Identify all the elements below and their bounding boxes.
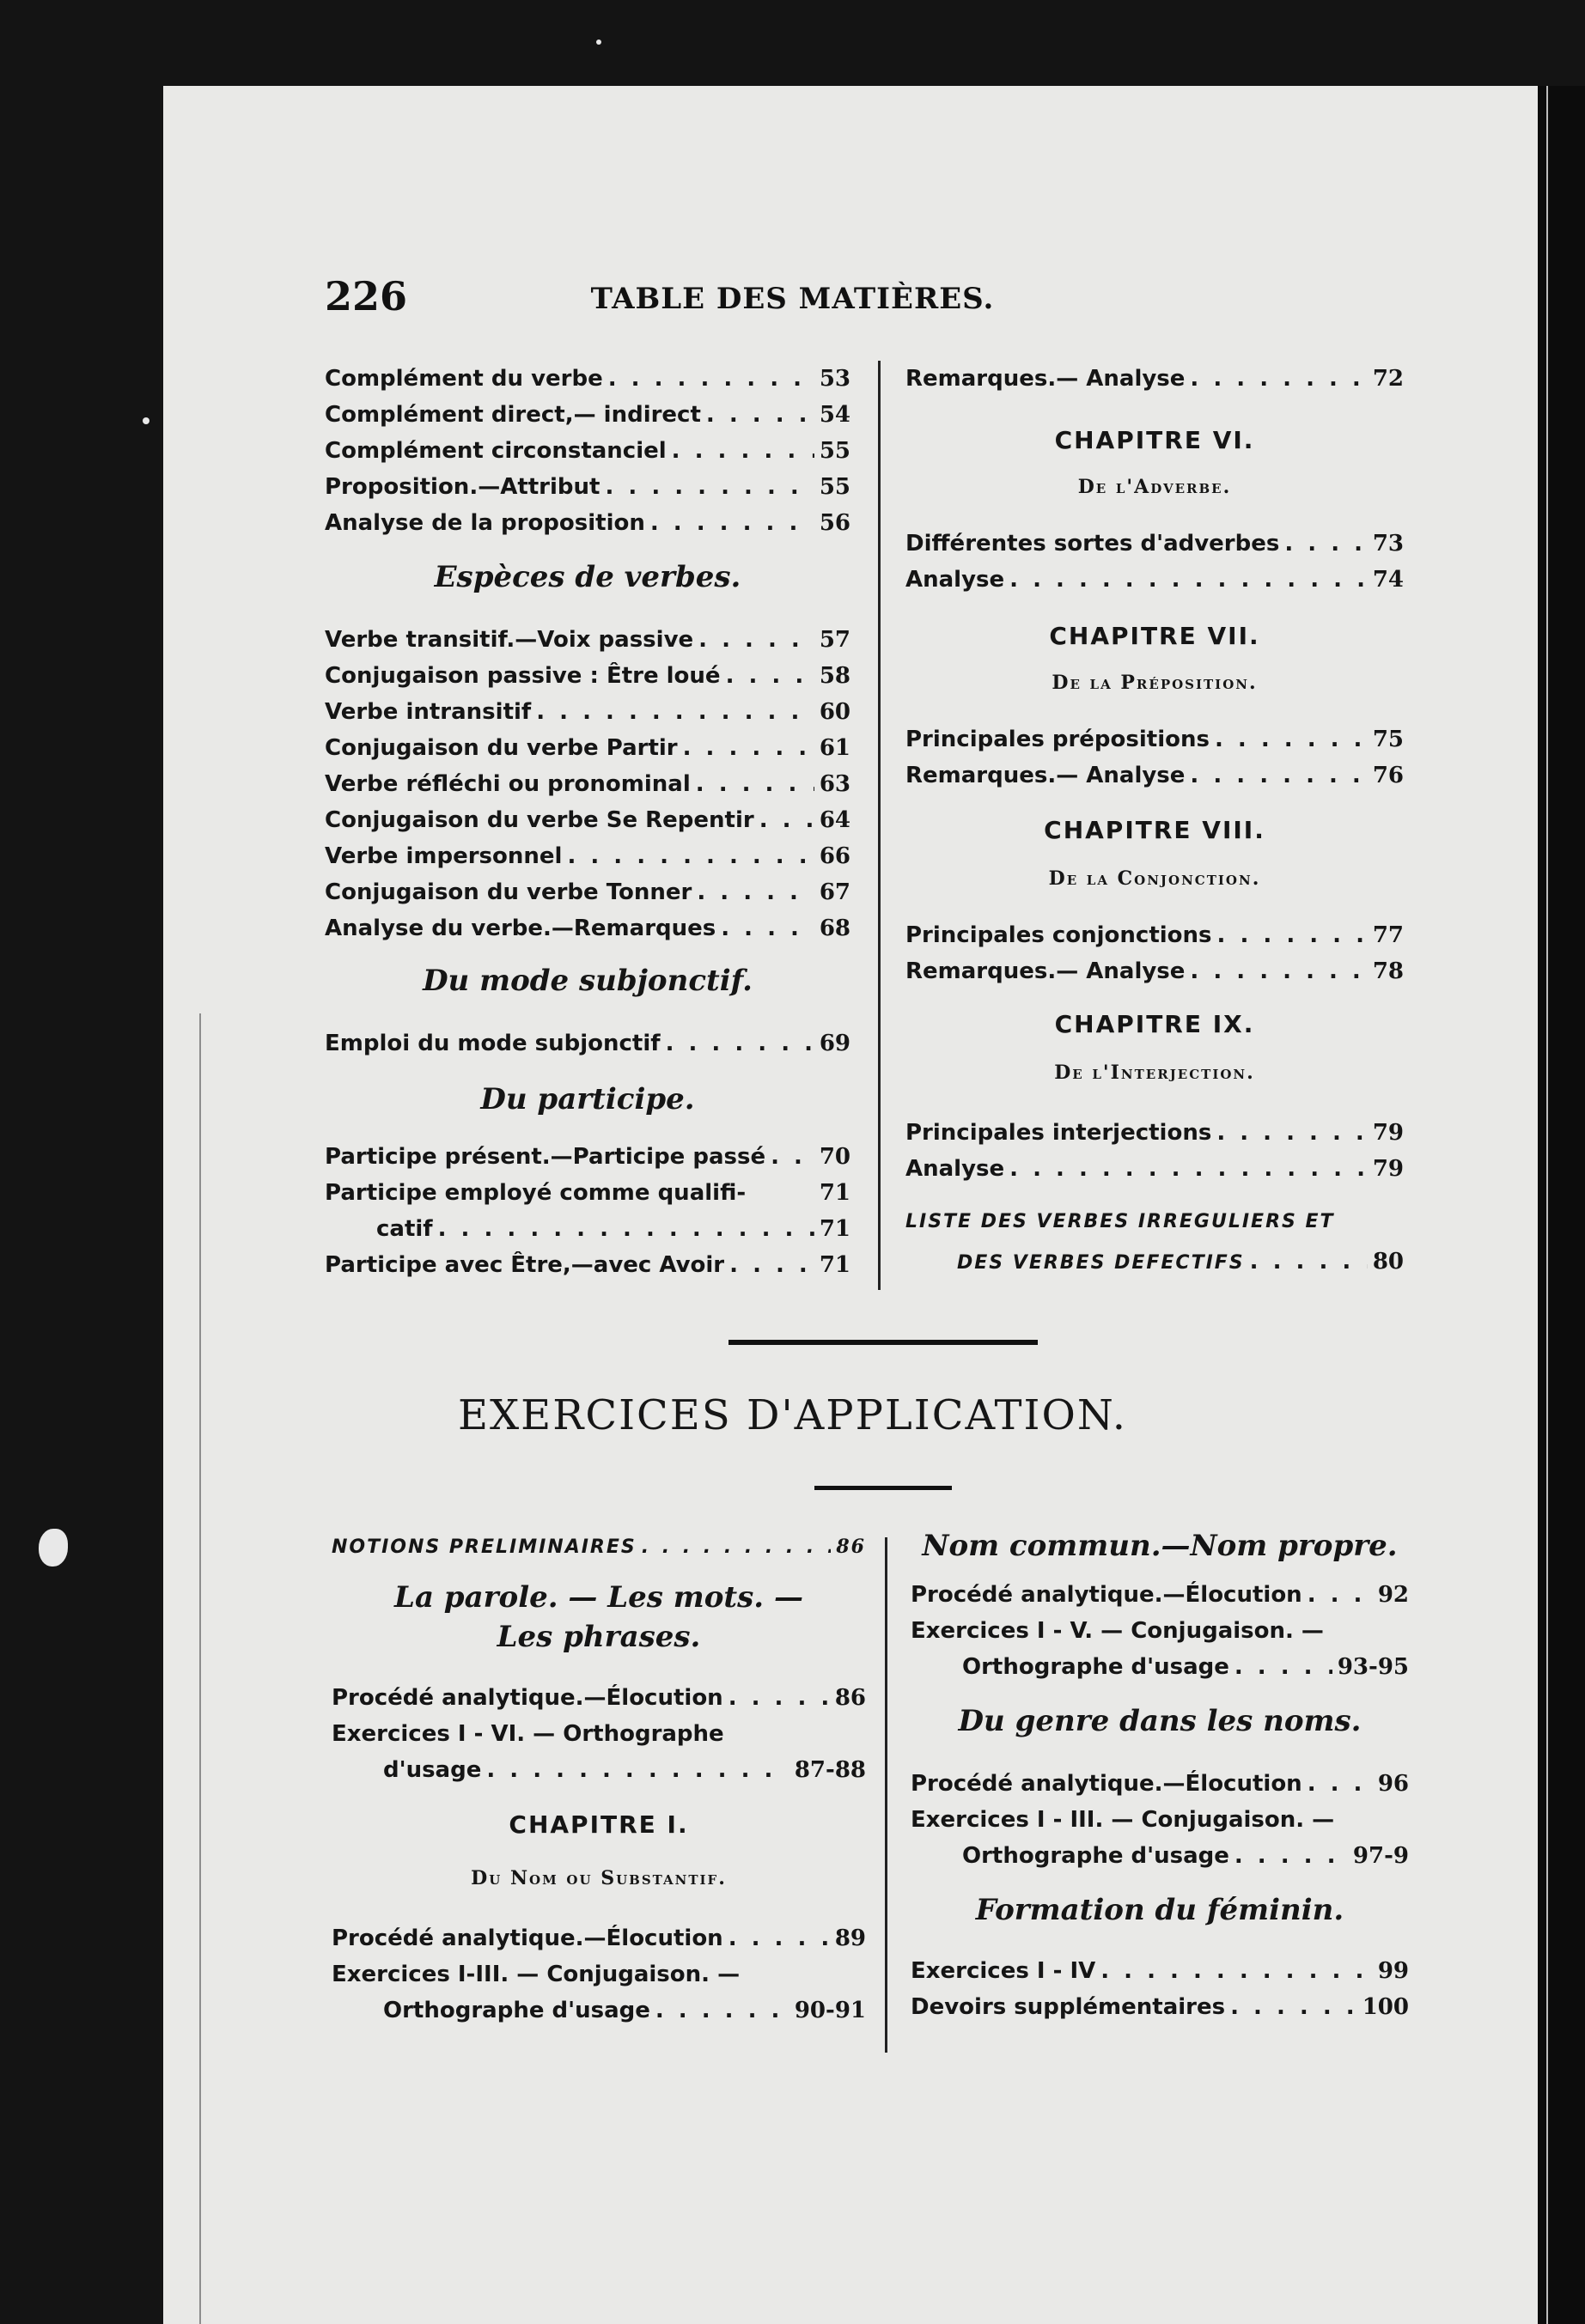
toc-entry: catif . . . 71 [376, 1216, 850, 1242]
scan-speck [143, 417, 149, 424]
adjacent-page-edge [1538, 86, 1585, 2324]
chapter-heading: CHAPITRE I. [509, 1810, 689, 1839]
toc-entry: Exercices I - IV . . . 99 [911, 1958, 1409, 1984]
page-title: TABLE DES MATIÈRES. [590, 282, 995, 316]
chapter-subheading: De l'Interjection. [1054, 1062, 1255, 1084]
section-heading: Espèces de verbes. [434, 560, 741, 594]
toc-entry: Analyse . . . 74 [905, 567, 1404, 593]
toc-entry: Conjugaison du verbe Tonner . . . 67 [325, 879, 850, 905]
toc-entry: Participe avec Être,—avec Avoir . . . 71 [325, 1252, 850, 1278]
toc-entry: Remarques.— Analyse . . . 76 [905, 763, 1404, 788]
toc-right-column [905, 361, 1404, 1305]
toc-entry: Orthographe d'usage . . . 90-91 [383, 1998, 866, 2023]
toc-entry: Principales interjections . . . 79 [905, 1120, 1404, 1146]
chapter-subheading: Du Nom ou Substantif. [471, 1867, 727, 1889]
toc-entry: DES VERBES DEFECTIFS . . . 80 [957, 1249, 1404, 1275]
toc-entry: Conjugaison du verbe Partir . . . 61 [325, 735, 850, 761]
section-heading: Nom commun.—Nom propre. [922, 1529, 1398, 1563]
column-divider [885, 1537, 887, 2053]
toc-entry: Orthographe d'usage . . . 97-9 [962, 1843, 1409, 1869]
chapter-heading: CHAPITRE VII. [1049, 622, 1260, 650]
toc-entry: Analyse . . . 79 [905, 1156, 1404, 1182]
chapter-subheading: De la Préposition. [1052, 672, 1258, 694]
toc-left-column [325, 361, 850, 1305]
toc-entry: Participe présent.—Participe passé . . . 70 [325, 1144, 850, 1170]
toc-entry: Verbe réfléchi ou pronominal . . . 63 [325, 771, 850, 797]
toc-entry: Exercices I-III. — Conjugaison. — [332, 1962, 741, 1987]
toc-entry: Complément du verbe . . . 53 [325, 366, 850, 392]
toc-entry: Exercices I - III. — Conjugaison. — [911, 1807, 1335, 1833]
toc-entry: Procédé analytique.—Élocution . . . 96 [911, 1771, 1409, 1797]
toc-entry: Principales conjonctions . . . 77 [905, 922, 1404, 948]
scan-artifact [39, 1529, 68, 1567]
toc-entry: Exercices I - V. — Conjugaison. — [911, 1618, 1324, 1644]
exercises-right-column [911, 1529, 1409, 2044]
ornamental-rule [728, 1340, 1038, 1345]
margin-line [199, 1013, 201, 2324]
toc-entry: NOTIONS PRELIMINAIRES . . . 86 [332, 1536, 866, 1558]
chapter-heading: CHAPITRE VI. [1054, 426, 1255, 454]
toc-entry: Analyse de la proposition . . . 56 [325, 510, 850, 536]
section-heading: Les phrases. [497, 1620, 701, 1654]
toc-entry: Exercices I - VI. — Orthographe [332, 1721, 724, 1747]
ornamental-rule [814, 1486, 952, 1490]
toc-entry: Devoirs supplémentaires . . . 100 [911, 1994, 1409, 2020]
toc-entry: Verbe transitif.—Voix passive . . . 57 [325, 627, 850, 653]
chapter-subheading: De l'Adverbe. [1077, 476, 1232, 498]
chapter-heading: CHAPITRE IX. [1054, 1010, 1255, 1038]
chapter-heading: CHAPITRE VIII. [1044, 816, 1265, 844]
toc-entry: Conjugaison du verbe Se Repentir . . . 64 [325, 807, 850, 833]
toc-entry: Verbe intransitif . . . 60 [325, 699, 850, 725]
section-heading: La parole. — Les mots. — [394, 1580, 803, 1615]
section-heading: Du genre dans les noms. [958, 1704, 1362, 1738]
toc-entry: Conjugaison passive : Être loué . . . 58 [325, 663, 850, 689]
section-heading: Formation du féminin. [975, 1893, 1344, 1927]
scan-speck [596, 40, 601, 45]
toc-entry: LISTE DES VERBES IRREGULIERS ET [905, 1211, 1335, 1232]
chapter-subheading: De la Conjonction. [1048, 867, 1261, 890]
toc-entry: Analyse du verbe.—Remarques . . . 68 [325, 916, 850, 941]
toc-entry: Remarques.— Analyse . . . 78 [905, 958, 1404, 984]
toc-entry: Complément direct,— indirect . . . 54 [325, 402, 850, 428]
section-heading: Du mode subjonctif. [423, 964, 753, 998]
toc-entry: Procédé analytique.—Élocution . . . 89 [332, 1926, 866, 1951]
toc-entry: Principales prépositions . . . 75 [905, 727, 1404, 752]
toc-entry: Procédé analytique.—Élocution . . . 92 [911, 1582, 1409, 1608]
toc-entry: Participe employé comme qualifi- 71 [325, 1180, 850, 1206]
toc-entry: d'usage . . . 87-88 [383, 1757, 866, 1783]
toc-entry: Proposition.—Attribut . . . 55 [325, 474, 850, 500]
toc-entry: Orthographe d'usage . . . 93-95 [962, 1654, 1409, 1680]
exercises-left-column [332, 1529, 866, 2044]
toc-entry: Emploi du mode subjonctif . . . 69 [325, 1031, 850, 1056]
toc-entry: Verbe impersonnel . . . 66 [325, 843, 850, 869]
section-title: EXERCICES D'APPLICATION. [457, 1391, 1128, 1439]
toc-entry: Procédé analytique.—Élocution . . . 86 [332, 1685, 866, 1711]
toc-entry: Différentes sortes d'adverbes . . . 73 [905, 531, 1404, 557]
page-number: 226 [325, 273, 408, 319]
toc-entry: Complément circonstanciel . . . 55 [325, 438, 850, 464]
column-divider [878, 361, 881, 1290]
section-heading: Du participe. [480, 1082, 695, 1116]
toc-entry: Remarques.— Analyse . . . 72 [905, 366, 1404, 392]
